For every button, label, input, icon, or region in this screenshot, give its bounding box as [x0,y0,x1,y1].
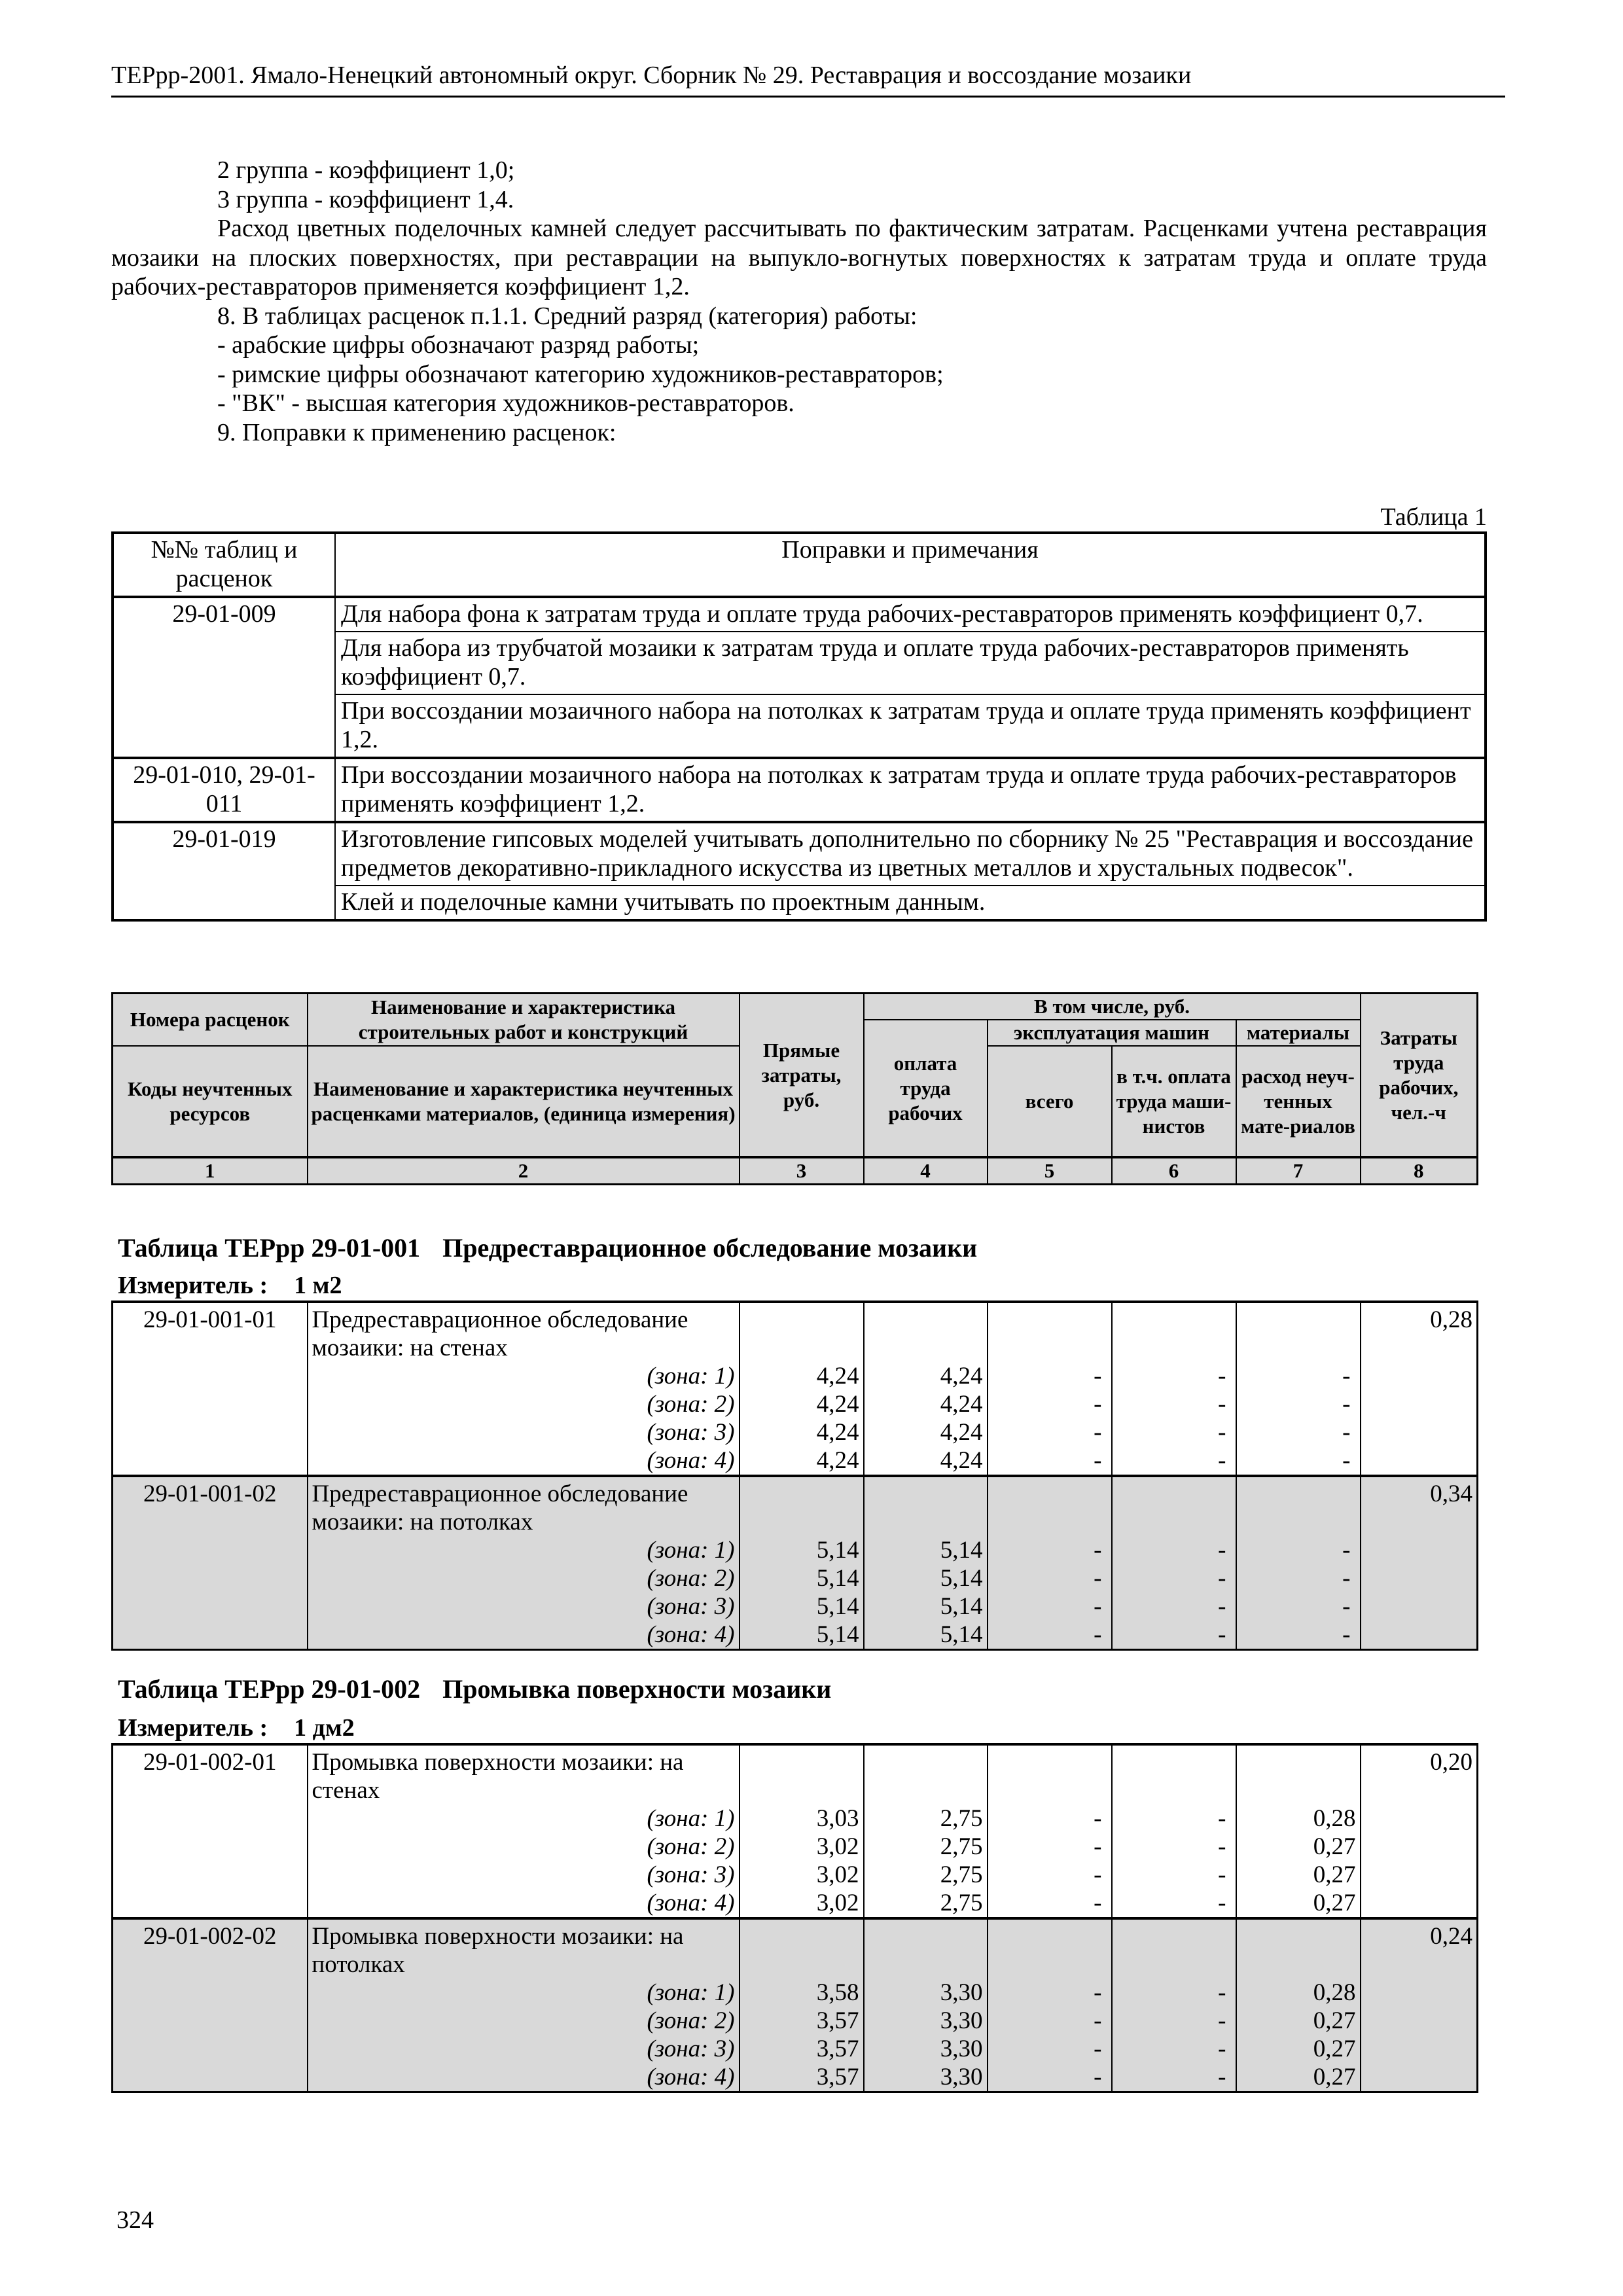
unit-label: Измеритель : [118,1714,268,1742]
section-unit [118,1713,355,1742]
machinist-wages: - [1112,1804,1236,1833]
paragraph: - римские цифры обозначают категорию художников-реставраторов; [217,360,944,388]
rates-column-header [111,992,1478,1185]
zone-row [113,1418,1478,1446]
zone-row [113,1362,1478,1390]
material-consumption: - [1236,1362,1361,1390]
material-consumption: - [1236,1390,1361,1418]
zone-label: (зона: 4) [308,1889,740,1918]
machine-total: - [988,2035,1112,2063]
empty-cell [1361,2035,1478,2063]
direct-costs: 5,14 [740,1592,864,1621]
material-consumption: 0,27 [1236,1833,1361,1861]
machine-total: - [988,1833,1112,1861]
worker-wages: 3,30 [864,1979,988,2007]
empty-cell [1361,1833,1478,1861]
machine-total [988,1476,1112,1536]
header-resource-codes: Коды неучтенных ресурсов [113,1046,308,1157]
material-consumption: 0,27 [1236,2063,1361,2092]
header-material-name: Наименование и характеристика неучтенных расценками материалов, (единица измерения) [308,1046,740,1157]
paragraph: 8. В таблицах расценок п.1.1. Средний разряд (категория) работы: [217,302,918,330]
table1-row [113,597,1486,632]
machine-total: - [988,1889,1112,1918]
rate-name: Промывка поверхности мозаики: на потолках [308,1918,740,1979]
zone-row [113,1804,1478,1833]
direct-costs: 5,14 [740,1564,864,1592]
machine-total: - [988,1979,1112,2007]
rate-row [113,1476,1478,1536]
empty-cell [113,1979,308,2007]
machinist-wages: - [1112,2063,1236,2092]
rate-row [113,1918,1478,1979]
table1-code: 29-01-009 [113,597,335,758]
material-consumption [1236,1918,1361,1979]
header-direct-costs: Прямые затраты, руб. [740,994,864,1158]
col-number: 2 [308,1157,740,1185]
machinist-wages: - [1112,1564,1236,1592]
zone-label: (зона: 2) [308,1833,740,1861]
material-consumption: 0,27 [1236,2035,1361,2063]
paragraph: 2 группа - коэффициент 1,0; [217,156,515,184]
empty-cell [113,2063,308,2092]
machinist-wages: - [1112,1621,1236,1650]
worker-wages: 2,75 [864,1804,988,1833]
header-including: В том числе, руб. [864,994,1361,1020]
table1-code: 29-01-010, 29-01-011 [113,758,335,822]
empty-cell [1361,1621,1478,1650]
machine-total: - [988,1362,1112,1390]
machinist-wages: - [1112,1833,1236,1861]
machinist-wages: - [1112,1390,1236,1418]
empty-cell [113,1804,308,1833]
machinist-wages: - [1112,1418,1236,1446]
worker-wages: 4,24 [864,1418,988,1446]
empty-cell [113,2007,308,2035]
paragraph: 3 группа - коэффициент 1,4. [217,185,514,213]
zone-row [113,1390,1478,1418]
direct-costs: 5,14 [740,1621,864,1650]
zone-row [113,1833,1478,1861]
header-machine-total: всего [988,1046,1112,1157]
table1-note: Для набора из трубчатой мозаики к затратам труда и оплате труда рабочих-реставраторов применять коэффициент 0,7. [335,632,1486,694]
machine-total: - [988,1536,1112,1564]
labor-hours: 0,20 [1361,1744,1478,1804]
rate-name: Промывка поверхности мозаики: на стенах [308,1744,740,1804]
direct-costs: 3,57 [740,2063,864,2092]
worker-wages: 2,75 [864,1833,988,1861]
worker-wages [864,1476,988,1536]
rate-row [113,1302,1478,1362]
machinist-wages: - [1112,1536,1236,1564]
direct-costs: 3,02 [740,1861,864,1889]
machinist-wages [1112,1476,1236,1536]
zone-label: (зона: 4) [308,2063,740,2092]
rate-code: 29-01-002-02 [113,1918,308,1979]
material-consumption: 0,27 [1236,2007,1361,2035]
machine-total: - [988,1418,1112,1446]
section-unit [118,1271,342,1300]
worker-wages: 3,30 [864,2063,988,2092]
machinist-wages: - [1112,1861,1236,1889]
worker-wages: 5,14 [864,1592,988,1621]
section-title [118,1674,831,1704]
empty-cell [113,1621,308,1650]
machine-total [988,1918,1112,1979]
zone-label: (зона: 1) [308,1536,740,1564]
worker-wages: 5,14 [864,1536,988,1564]
section-name: Предреставрационное обследование мозаики [442,1233,978,1263]
page-number: 324 [116,2206,154,2234]
empty-cell [113,2035,308,2063]
col-number: 8 [1361,1157,1478,1185]
machinist-wages [1112,1918,1236,1979]
empty-cell [113,1833,308,1861]
labor-hours: 0,24 [1361,1918,1478,1979]
machine-total: - [988,2063,1112,2092]
col-number: 1 [113,1157,308,1185]
table1-header-codes: №№ таблиц и расценок [113,533,335,597]
zone-label: (зона: 2) [308,1390,740,1418]
col-number: 7 [1236,1157,1361,1185]
zone-label: (зона: 4) [308,1446,740,1476]
zone-label: (зона: 3) [308,1592,740,1621]
zone-row [113,1979,1478,2007]
worker-wages: 2,75 [864,1861,988,1889]
machinist-wages: - [1112,1446,1236,1476]
empty-cell [113,1861,308,1889]
zone-label: (зона: 4) [308,1621,740,1650]
material-consumption: - [1236,1592,1361,1621]
zone-label: (зона: 2) [308,2007,740,2035]
zone-row [113,1564,1478,1592]
table1-code: 29-01-019 [113,822,335,920]
paragraph: - арабские цифры обозначают разряд работы; [217,331,700,359]
worker-wages: 4,24 [864,1362,988,1390]
col-number: 5 [988,1157,1112,1185]
worker-wages: 5,14 [864,1564,988,1592]
table1-note: При воссоздании мозаичного набора на потолках к затратам труда и оплате труда рабочих-реставраторов применять коэффициент 1,2. [335,758,1486,822]
header-rate-numbers: Номера расценок [113,994,308,1047]
machinist-wages: - [1112,2007,1236,2035]
zone-label: (зона: 3) [308,1418,740,1446]
rate-code: 29-01-001-01 [113,1302,308,1362]
material-consumption: 0,28 [1236,1804,1361,1833]
rate-row [113,1744,1478,1804]
empty-cell [113,1889,308,1918]
zone-row [113,1621,1478,1650]
machinist-wages: - [1112,1979,1236,2007]
direct-costs: 4,24 [740,1362,864,1390]
material-consumption: - [1236,1418,1361,1446]
paragraph: Расход цветных поделочных камней следует рассчитывать по фактическим затратам. Расценками учтена реставрация мозаики на плоских поверхностях, при реставрации на выпукло-вогнутых поверхностях к затратам труда и оплате труда рабочих-реставраторов применяется коэффициент 1,2. [111,215,1487,300]
direct-costs: 4,24 [740,1390,864,1418]
body-text [111,156,1487,447]
empty-cell [1361,1446,1478,1476]
header-worker-wages: оплата труда рабочих [864,1020,988,1157]
empty-cell [1361,1592,1478,1621]
material-consumption: 0,27 [1236,1889,1361,1918]
header-materials: материалы [1236,1020,1361,1046]
direct-costs: 3,03 [740,1804,864,1833]
zone-row [113,1536,1478,1564]
empty-cell [1361,1889,1478,1918]
worker-wages: 2,75 [864,1889,988,1918]
empty-cell [113,1362,308,1390]
zone-label: (зона: 2) [308,1564,740,1592]
direct-costs [740,1302,864,1362]
direct-costs: 3,57 [740,2007,864,2035]
direct-costs [740,1744,864,1804]
rate-name: Предреставрационное обследование мозаики: на стенах [308,1302,740,1362]
section-title [118,1233,977,1263]
machinist-wages: - [1112,1889,1236,1918]
zone-label: (зона: 3) [308,1861,740,1889]
running-header: ТЕРрр-2001. Ямало-Ненецкий автономный округ. Сборник № 29. Реставрация и воссоздание мозаики [111,60,1505,98]
table1-row [113,822,1486,886]
rate-name: Предреставрационное обследование мозаики: на потолках [308,1476,740,1536]
machinist-wages: - [1112,1362,1236,1390]
material-consumption [1236,1744,1361,1804]
table1-header-notes: Поправки и примечания [335,533,1486,597]
empty-cell [113,1446,308,1476]
empty-cell [1361,1390,1478,1418]
table1-header-row [113,533,1486,597]
machine-total: - [988,1621,1112,1650]
header-number-row [113,1157,1478,1185]
rate-code: 29-01-002-01 [113,1744,308,1804]
table1-row [113,758,1486,822]
direct-costs: 3,02 [740,1833,864,1861]
worker-wages: 4,24 [864,1446,988,1476]
zone-label: (зона: 1) [308,1804,740,1833]
col-number: 6 [1112,1157,1236,1185]
machinist-wages [1112,1302,1236,1362]
machine-total: - [988,1592,1112,1621]
worker-wages [864,1302,988,1362]
header-work-name: Наименование и характеристика строительных работ и конструкций [308,994,740,1047]
labor-hours: 0,34 [1361,1476,1478,1536]
zone-row [113,2007,1478,2035]
empty-cell [1361,1861,1478,1889]
zone-row [113,1861,1478,1889]
direct-costs [740,1476,864,1536]
machine-total: - [988,2007,1112,2035]
direct-costs [740,1918,864,1979]
paragraph: 9. Поправки к применению расценок: [217,418,616,446]
table1-note: При воссоздании мозаичного набора на потолках к затратам труда и оплате труда применять коэффициент 1,2. [335,694,1486,758]
section-code: Таблица ТЕРрр 29-01-002 [118,1674,421,1704]
empty-cell [1361,2063,1478,2092]
col-number: 3 [740,1157,864,1185]
empty-cell [1361,1418,1478,1446]
machinist-wages [1112,1744,1236,1804]
machine-total: - [988,1446,1112,1476]
empty-cell [1361,1804,1478,1833]
table1-caption: Таблица 1 [1380,503,1487,531]
machine-total [988,1302,1112,1362]
material-consumption [1236,1302,1361,1362]
header-labor-hours: Затраты труда рабочих, чел.-ч [1361,994,1478,1158]
empty-cell [113,1536,308,1564]
direct-costs: 4,24 [740,1446,864,1476]
col-number: 4 [864,1157,988,1185]
worker-wages: 3,30 [864,2007,988,2035]
machinist-wages: - [1112,2035,1236,2063]
table1-corrections [111,531,1487,922]
table1-note: Клей и поделочные камни учитывать по проектным данным. [335,886,1486,920]
material-consumption [1236,1476,1361,1536]
material-consumption: - [1236,1446,1361,1476]
worker-wages: 4,24 [864,1390,988,1418]
material-consumption: 0,27 [1236,1861,1361,1889]
direct-costs: 3,02 [740,1889,864,1918]
empty-cell [113,1418,308,1446]
direct-costs: 3,58 [740,1979,864,2007]
labor-hours: 0,28 [1361,1302,1478,1362]
empty-cell [1361,2007,1478,2035]
unit-value: 1 дм2 [294,1714,355,1742]
header-material-consumption: расход неуч-тенных мате-риалов [1236,1046,1361,1157]
machinist-wages: - [1112,1592,1236,1621]
worker-wages [864,1918,988,1979]
unit-label: Измеритель : [118,1272,268,1299]
header-machinist-wages: в т.ч. оплата труда маши-нистов [1112,1046,1236,1157]
zone-row [113,2035,1478,2063]
zone-row [113,1446,1478,1476]
section-code: Таблица ТЕРрр 29-01-001 [118,1233,421,1263]
empty-cell [1361,1362,1478,1390]
rate-code: 29-01-001-02 [113,1476,308,1536]
section-name: Промывка поверхности мозаики [442,1674,832,1704]
rates-table-29-01-001 [111,1300,1478,1651]
table1-note: Изготовление гипсовых моделей учитывать дополнительно по сборнику № 25 "Реставрация и воссоздание предметов декоративно-прикладного искусства из цветных металлов и хрустальных подвесок". [335,822,1486,886]
zone-row [113,1889,1478,1918]
machine-total: - [988,1861,1112,1889]
empty-cell [113,1592,308,1621]
empty-cell [113,1564,308,1592]
machine-total: - [988,1804,1112,1833]
machine-total: - [988,1564,1112,1592]
empty-cell [1361,1564,1478,1592]
rates-table-29-01-002 [111,1743,1478,2093]
material-consumption: 0,28 [1236,1979,1361,2007]
header-machine-operation: эксплуатация машин [988,1020,1236,1046]
material-consumption: - [1236,1536,1361,1564]
zone-label: (зона: 1) [308,1979,740,2007]
direct-costs: 4,24 [740,1418,864,1446]
unit-value: 1 м2 [294,1272,342,1299]
direct-costs: 3,57 [740,2035,864,2063]
direct-costs: 5,14 [740,1536,864,1564]
machine-total [988,1744,1112,1804]
worker-wages: 3,30 [864,2035,988,2063]
empty-cell [113,1390,308,1418]
worker-wages [864,1744,988,1804]
empty-cell [1361,1536,1478,1564]
zone-label: (зона: 3) [308,2035,740,2063]
empty-cell [1361,1979,1478,2007]
zone-row [113,2063,1478,2092]
paragraph: - "ВК" - высшая категория художников-реставраторов. [217,389,794,417]
table1-note: Для набора фона к затратам труда и оплате труда рабочих-реставраторов применять коэффициент 0,7. [335,597,1486,632]
worker-wages: 5,14 [864,1621,988,1650]
material-consumption: - [1236,1621,1361,1650]
zone-row [113,1592,1478,1621]
machine-total: - [988,1390,1112,1418]
material-consumption: - [1236,1564,1361,1592]
zone-label: (зона: 1) [308,1362,740,1390]
